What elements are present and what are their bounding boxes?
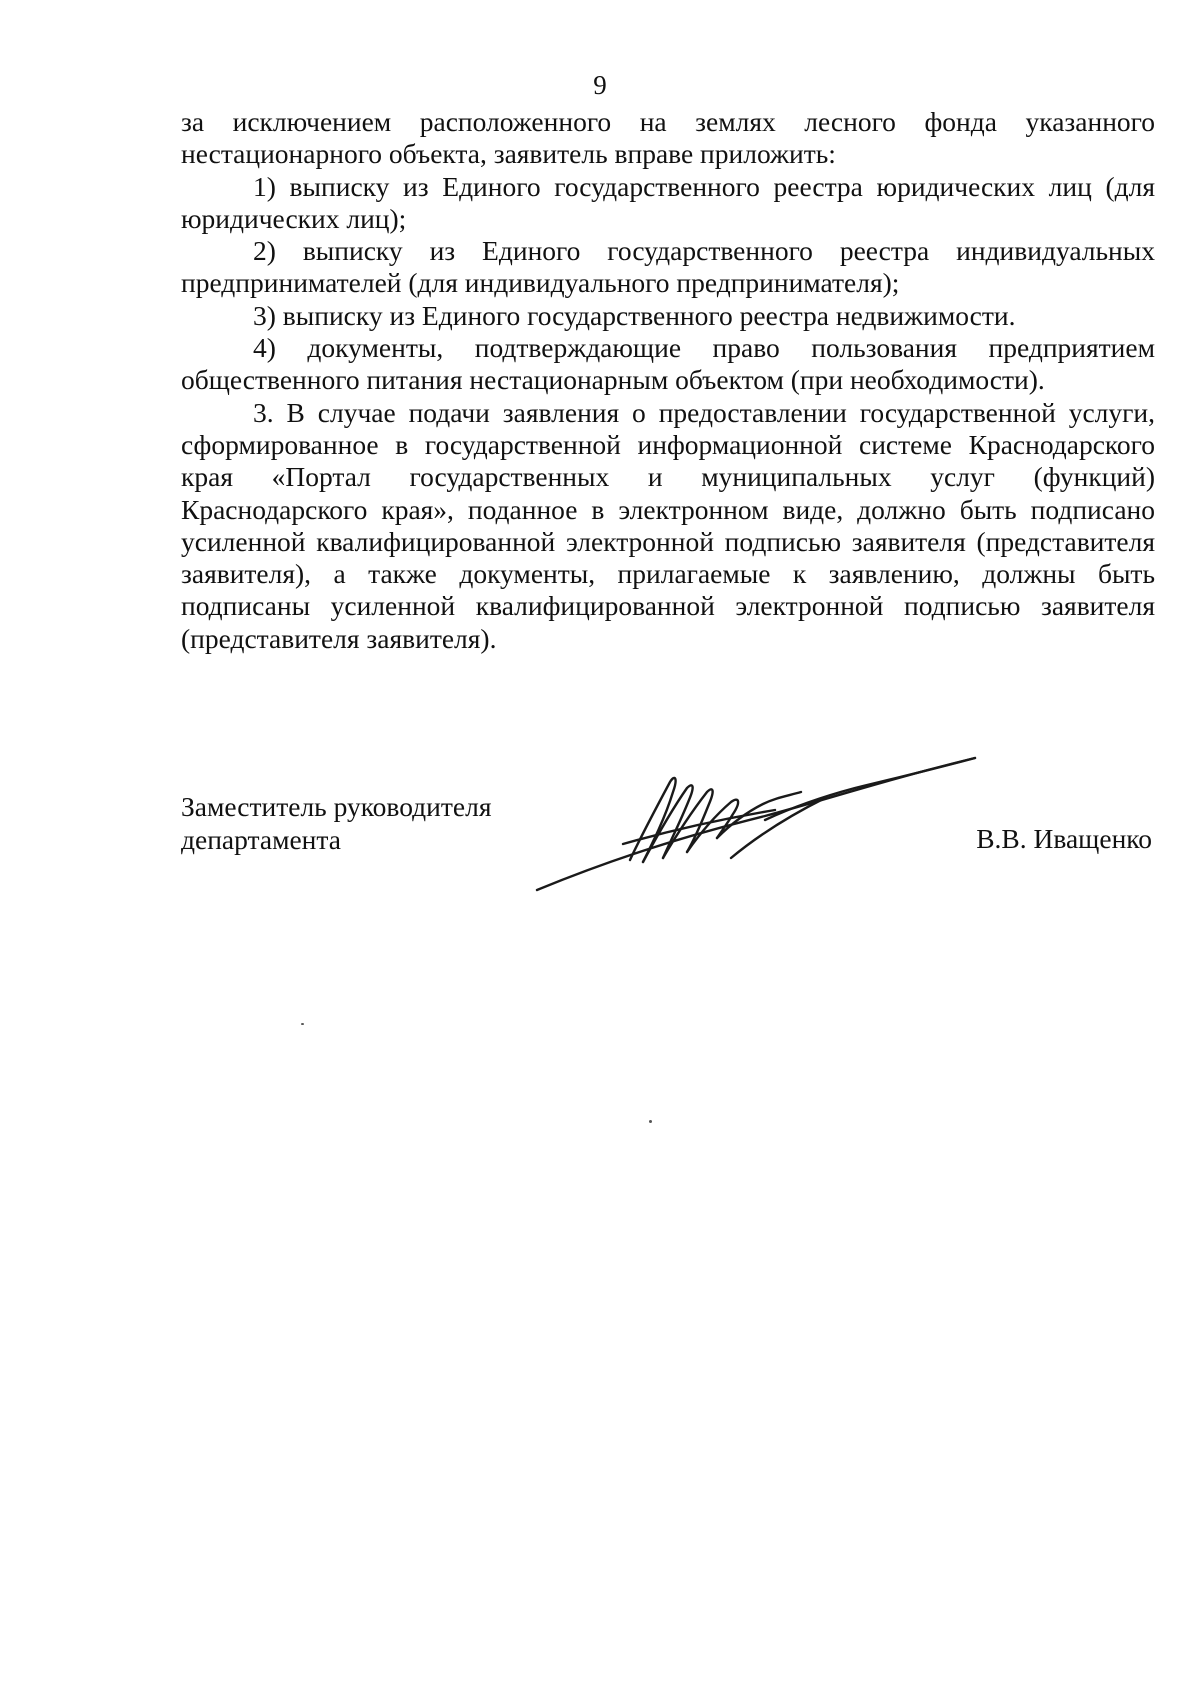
paragraph-item-2: 2) выписку из Единого государственного реестра индивидуальных предпринимателей (для индивидуального предпринимателя); xyxy=(181,235,1155,299)
signatory-position xyxy=(181,790,492,856)
document-body xyxy=(181,106,1155,655)
signer-name: В.В. Иващенко xyxy=(976,823,1152,854)
paragraph-intro: за исключением расположенного на землях лесного фонда указанного нестационарного объекта, заявитель вправе приложить: xyxy=(181,106,1155,170)
position-line-2: департамента xyxy=(181,824,341,855)
page-number: 9 xyxy=(593,70,607,100)
paragraph-item-3: 3) выписку из Единого государственного реестра недвижимости. xyxy=(253,299,1016,331)
position-line-1: Заместитель руководителя xyxy=(181,791,492,822)
handwritten-signature xyxy=(525,740,995,900)
paragraph-section-3: 3. В случае подачи заявления о предоставлении государственной услуги, сформированное в государственной информационной системе Краснодарского края «Портал государственных и муниципальных услуг (функций) Краснодарского края», поданное в электронном виде, должно быть подписано усиленной квалифицированной электронной подписью заявителя (представителя заявителя), а также документы, прилагаемые к заявлению, должны быть подписаны усиленной квалифицированной электронной подписью заявителя (представителя заявителя). xyxy=(181,396,1155,654)
paragraph-item-4: 4) документы, подтверждающие право пользования предприятием общественного питания нестационарным объектом (при необходимости). xyxy=(181,332,1155,396)
paragraph-item-1: 1) выписку из Единого государственного реестра юридических лиц (для юридических лиц); xyxy=(181,170,1155,234)
scan-speck xyxy=(649,1120,652,1123)
scan-speck xyxy=(301,1023,304,1025)
